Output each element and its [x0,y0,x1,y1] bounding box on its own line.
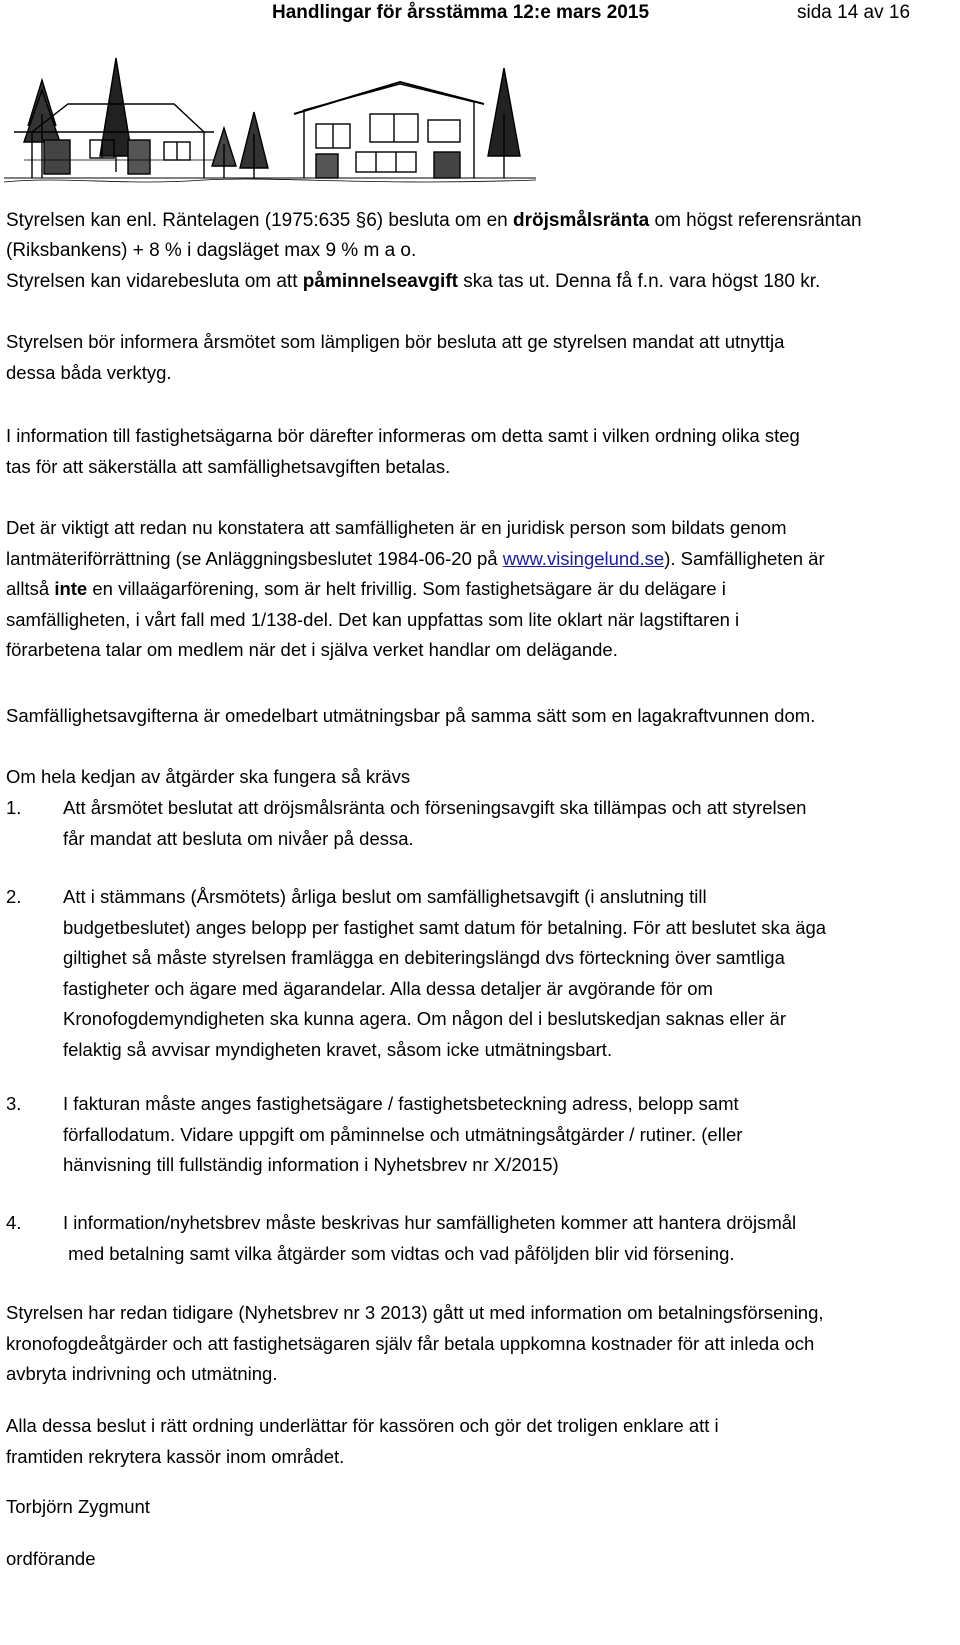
paragraph-line: alltså inte en villaägarförening, som är helt frivillig. Som fastighetsägare är du delägare i [6,578,726,599]
list-number: 1. [6,797,22,818]
website-link[interactable]: www.visingelund.se [502,547,665,569]
paragraph [6,1411,956,1472]
list-line: felaktig så avvisar myndigheten kravet, såsom icke utmätningsbart. [63,1038,613,1060]
list-line: budgetbeslutet) anges belopp per fastighet samt datum för betalning. För att beslutet ska äga [63,916,827,938]
list-line: I information/nyhetsbrev måste beskrivas hur samfälligheten kommer att hantera dröjsmål [63,1212,797,1233]
paragraph [6,701,956,732]
list-line: I fakturan måste anges fastighetsägare / fastighetsbeteckning adress, belopp samt [63,1093,739,1114]
paragraph-line: samfälligheten, i vårt fall med 1/138-del. Det kan uppfattas som lite oklart när lagstiftaren i [6,608,740,630]
list-line: Att i stämmans (Årsmötets) årliga beslut om samfällighetsavgift (i anslutning till [63,886,707,907]
paragraph-line: I information till fastighetsägarna bör därefter informeras om detta samt i vilken ordning olika steg [6,425,800,446]
paragraph-line: Styrelsen kan enl. Räntelagen (1975:635 §6) besluta om en dröjsmålsränta om högst referensräntan [6,210,862,231]
paragraph-line: tas för att säkerställa att samfällighetsavgiften betalas. [6,455,451,477]
paragraph-line: Samfällighetsavgifterna är omedelbart utmätningsbar på samma sätt som en lagakraftvunnen dom. [6,705,816,726]
paragraph [6,513,956,666]
signature-name: Torbjörn Zygmunt [6,1496,150,1517]
list-number: 4. [6,1212,22,1233]
bold-term: inte [54,578,88,599]
page-header [0,0,960,26]
paragraph [6,421,956,482]
list-intro [6,762,956,793]
paragraph-line: Styrelsen kan vidarebesluta om att påminnelseavgift ska tas ut. Denna få f.n. vara högst 180 kr. [6,271,821,292]
paragraph-line: Alla dessa beslut i rätt ordning underlättar för kassören och gör det troligen enklare att i [6,1415,719,1436]
list-line: hänvisning till fullständig information i Nyhetsbrev nr X/2015) [63,1154,559,1175]
bold-term: dröjsmålsränta [513,210,650,231]
document-title: Handlingar för årsstämma 12:e mars 2015 [272,2,650,23]
list-line: giltighet så måste styrelsen framlägga en debiteringslängd dvs förteckning över samtliga [63,947,785,968]
list-line: fastigheter och ägare med ägarandelar. Alla dessa detaljer är avgörande för om [63,977,713,999]
list-line: får mandat att besluta om nivåer på dessa. [63,827,414,849]
page-number: sida 14 av 16 [797,2,911,23]
bold-term: påminnelseavgift [302,271,458,292]
paragraph-line: Det är viktigt att redan nu konstatera att samfälligheten är en juridisk person som bildats genom [6,517,787,538]
paragraph-line: Styrelsen har redan tidigare (Nyhetsbrev nr 3 2013) gått ut med information om betalningsförsening, [6,1302,824,1323]
paragraph-line: lantmäteriförrättning (se Anläggningsbeslutet 1984-06-20 på www.visingelund.se). Samfälligheten är [6,547,825,569]
paragraph-line: framtiden rekrytera kassör inom området. [6,1445,345,1467]
paragraph-line: Om hela kedjan av åtgärder ska fungera så krävs [6,766,411,787]
list-line: förfallodatum. Vidare uppgift om påminnelse och utmätningsåtgärder / rutiner. (eller [63,1123,743,1145]
paragraph-line: (Riksbankens) + 8 % i dagsläget max 9 % m a o. [6,240,417,261]
paragraph-line: dessa båda verktyg. [6,361,172,383]
list-line: Att årsmötet beslutat att dröjsmålsränta och förseningsavgift ska tillämpas och att styrelsen [63,797,807,818]
paragraph-line: kronofogdeåtgärder och att fastighetsägaren själv får betala uppkomna kostnader för att inleda och [6,1332,815,1354]
paragraph [6,327,956,388]
paragraph-line: förarbetena talar om medlem när det i själva verket handlar om delägande. [6,639,618,660]
paragraph [6,1298,956,1390]
list-line: Kronofogdemyndigheten ska kunna agera. Om någon del i beslutskedjan saknas eller är [63,1008,786,1029]
list-number: 2. [6,886,22,907]
houses-sketch-illustration [4,44,536,190]
paragraph-line: avbryta indrivning och utmätning. [6,1363,278,1384]
paragraph-line: Styrelsen bör informera årsmötet som lämpligen bör besluta att ge styrelsen mandat att utnyttja [6,331,785,352]
signature-role: ordförande [6,1548,96,1569]
list-number: 3. [6,1093,22,1114]
list-line: med betalning samt vilka åtgärder som vidtas och vad påföljden blir vid försening. [63,1242,735,1264]
